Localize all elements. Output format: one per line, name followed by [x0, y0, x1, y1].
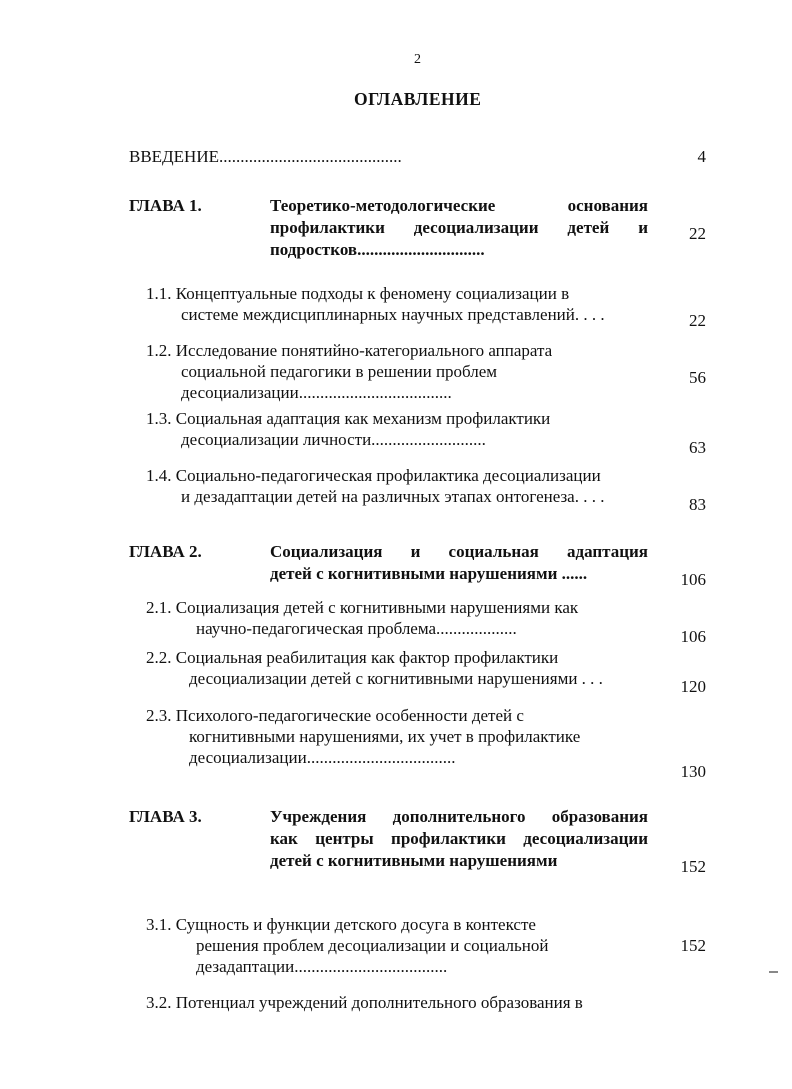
section-page: 130 [680, 762, 706, 781]
toc-entry-label: ВВЕДЕНИЕ........................................... [129, 147, 402, 166]
section-line: 3.2. Потенциал учреждений дополнительного образования в [146, 993, 583, 1012]
chapter-title-line: детей с когнитивными нарушениями ...... [270, 564, 588, 583]
chapter-page: 106 [680, 570, 706, 589]
section-line: десоциализации детей с когнитивными нарушениями . . . [189, 669, 603, 688]
section-line: когнитивными нарушениями, их учет в профилактике [189, 727, 581, 746]
page-title: ОГЛАВЛЕНИЕ [354, 89, 482, 109]
section-line: 1.1. Концептуальные подходы к феномену социализации в [146, 284, 570, 303]
section-line: 1.2. Исследование понятийно-категориального аппарата [146, 341, 553, 360]
section-line: 3.1. Сущность и функции детского досуга в контексте [146, 915, 536, 934]
toc-entry-page: 4 [697, 147, 706, 166]
section-page: 106 [680, 627, 706, 646]
chapter-title-line: профилактики десоциализации детей и [270, 218, 648, 237]
chapter-page: 152 [680, 857, 706, 876]
chapter-label: ГЛАВА 3. [129, 807, 202, 826]
section-page: 63 [689, 438, 706, 457]
section-line: решения проблем десоциализации и социальной [196, 936, 549, 955]
chapter-title-line: как центры профилактики десоциализации [270, 829, 648, 848]
section-page: 152 [680, 936, 706, 955]
chapter-title-line: детей с когнитивными нарушениями [270, 851, 558, 870]
section-line: десоциализации личности........................... [181, 430, 486, 449]
chapter-label: ГЛАВА 1. [129, 196, 202, 215]
section-line: 1.3. Социальная адаптация как механизм профилактики [146, 409, 551, 428]
section-page: 83 [689, 495, 706, 514]
chapter-page: 22 [689, 224, 706, 243]
section-line: 2.3. Психолого-педагогические особенности детей с [146, 706, 524, 725]
section-line: 1.4. Социально-педагогическая профилактика десоциализации [146, 466, 601, 485]
section-line: социальной педагогики в решении проблем [181, 362, 498, 381]
chapter-title-line: Теоретико-методологические основания [270, 196, 648, 215]
section-line: 2.1. Социализация детей с когнитивными нарушениями как [146, 598, 579, 617]
section-page: 56 [689, 368, 706, 387]
chapter-label: ГЛАВА 2. [129, 542, 202, 561]
chapter-title-line: подростков.............................. [270, 240, 485, 259]
section-line: десоциализации.................................... [181, 383, 452, 402]
chapter-title-line: Социализация и социальная адаптация [270, 542, 648, 561]
section-line: системе междисциплинарных научных представлений. . . . [181, 305, 605, 324]
page-number: 2 [414, 52, 421, 67]
section-page: 22 [689, 311, 706, 330]
section-line: дезадаптации.................................... [196, 957, 448, 976]
section-line: 2.2. Социальная реабилитация как фактор профилактики [146, 648, 559, 667]
section-line: и дезадаптации детей на различных этапах онтогенеза. . . . [181, 487, 605, 506]
section-line: научно-педагогическая проблема................... [196, 619, 517, 638]
section-page: 120 [680, 677, 706, 696]
section-line: десоциализации................................... [189, 748, 456, 767]
chapter-title-line: Учреждения дополнительного образования [270, 807, 648, 826]
scan-speck [769, 971, 778, 973]
